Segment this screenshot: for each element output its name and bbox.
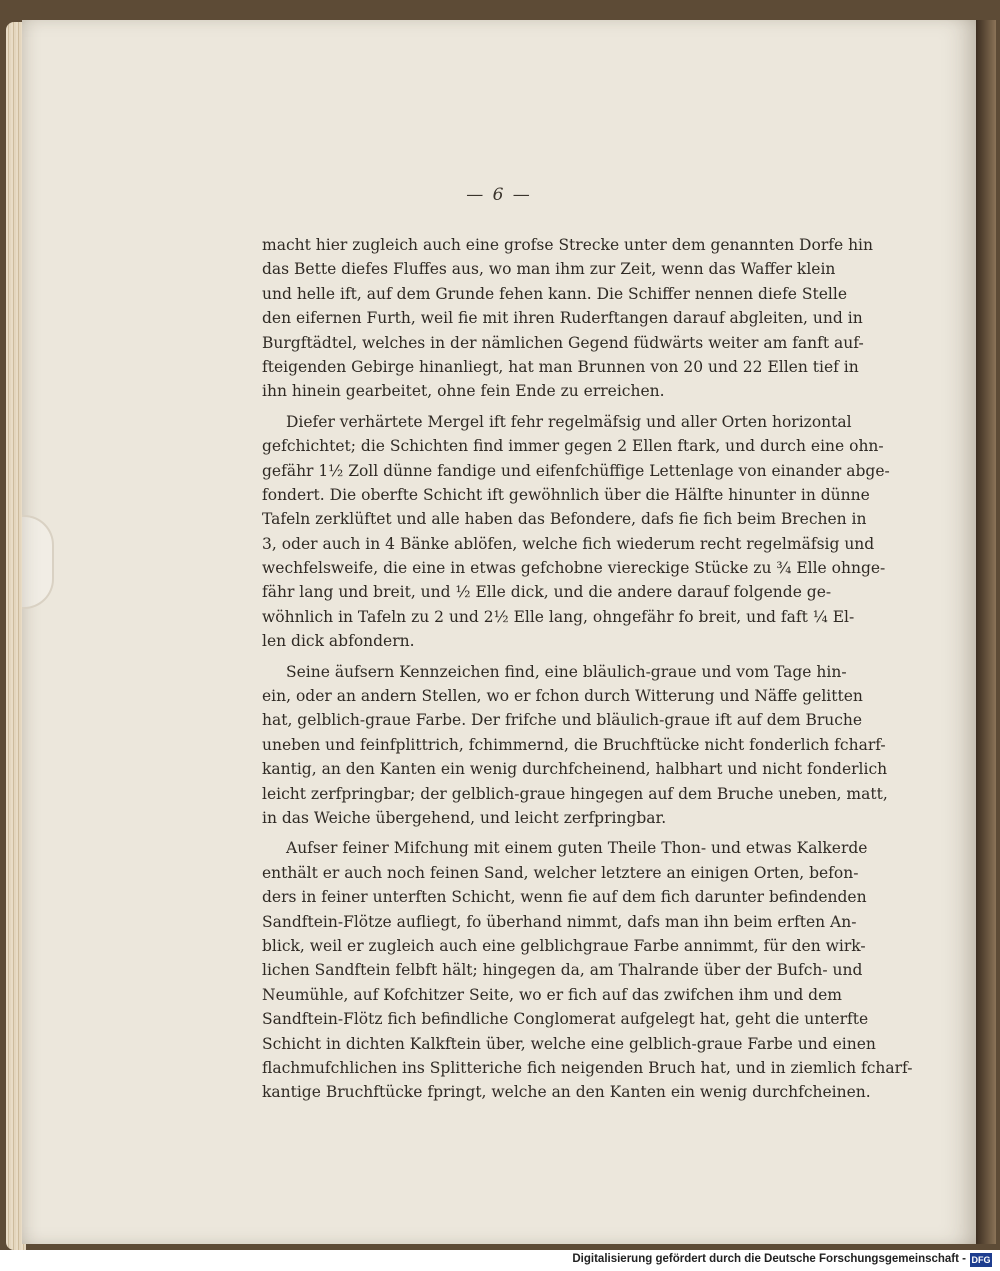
text-line: fteigenden Gebirge hinanliegt, hat man Brunnen von 20 und 22 Ellen tief in	[262, 357, 859, 376]
text-line: Neumühle, auf Kofchitzer Seite, wo er fich auf das zwifchen ihm und dem	[262, 985, 842, 1004]
text-line: ders in feiner unterften Schicht, wenn fie auf dem fich darunter befindenden	[262, 888, 867, 907]
text-line: len dick abfondern.	[262, 632, 415, 651]
text-line: fähr lang und breit, und ½ Elle dick, und die andere darauf folgende ge-	[262, 583, 832, 602]
body-text	[262, 233, 913, 1105]
text-line: wöhnlich in Tafeln zu 2 und 2½ Elle lang, ohngefähr fo breit, und faft ¼ El-	[262, 607, 855, 626]
text-line: Burgftädtel, welches in der nämlichen Gegend füdwärts weiter am fanft auf-	[262, 333, 864, 352]
text-line: Seine äufsern Kennzeichen find, eine bläulich-graue und vom Tage hin-	[286, 662, 847, 681]
text-line: das Bette diefes Fluffes aus, wo man ihm zur Zeit, wenn das Waffer klein	[262, 260, 836, 279]
text-line: ihn hinein gearbeitet, ohne fein Ende zu erreichen.	[262, 382, 665, 401]
text-line: Tafeln zerklüftet und alle haben das Befondere, dafs fie fich beim Brechen in	[262, 510, 867, 529]
text-line: wechfelsweife, die eine in etwas gefchobne viereckige Stücke zu ¾ Elle ohnge-	[262, 559, 886, 578]
text-line: Diefer verhärtete Mergel ift fehr regelmäfsig und aller Orten horizontal	[286, 412, 852, 431]
text-line: kantige Bruchftücke fpringt, welche an den Kanten ein wenig durchfcheinen.	[262, 1083, 871, 1102]
text-line: den eifernen Furth, weil fie mit ihren Ruderftangen darauf abgleiten, und in	[262, 309, 863, 328]
text-line: leicht zerfpringbar; der gelblich-graue hingegen auf dem Bruche uneben, matt,	[262, 784, 888, 803]
text-line: blick, weil er zugleich auch eine gelblichgraue Farbe annimmt, für den wirk-	[262, 936, 866, 955]
text-line: gefchichtet; die Schichten find immer gegen 2 Ellen ftark, und durch eine ohn-	[262, 437, 884, 456]
page-number: — 6 —	[466, 185, 532, 205]
text-line: 3, oder auch in 4 Bänke ablöfen, welche fich wiederum recht regelmäfsig und	[262, 534, 875, 553]
text-line: Aufser feiner Mifchung mit einem guten Theile Thon- und etwas Kalkerde	[286, 839, 868, 858]
text-line: lichen Sandftein felbft hält; hingegen da, am Thalrande über der Bufch- und	[262, 961, 863, 980]
book-spine-edge	[976, 20, 996, 1244]
footer-bar	[0, 1250, 1000, 1271]
text-line: in das Weiche übergehend, und leicht zerfpringbar.	[262, 808, 667, 827]
page-fold-mark	[22, 515, 54, 609]
text-line: uneben und feinfplittrich, fchimmernd, die Bruchftücke nicht fonderlich fcharf-	[262, 735, 886, 754]
text-line: ein, oder an andern Stellen, wo er fchon durch Witterung und Näffe gelitten	[262, 687, 863, 706]
text-line: Sandftein-Flötz fich befindliche Conglomerat aufgelegt hat, geht die unterfte	[262, 1010, 869, 1029]
book-page	[22, 20, 976, 1244]
text-line: hat, gelblich-graue Farbe. Der frifche und bläulich-graue ift auf dem Bruche	[262, 711, 863, 730]
text-line: kantig, an den Kanten ein wenig durchfcheinend, halbhart und nicht fonderlich	[262, 760, 888, 779]
text-line: flachmufchlichen ins Splitteriche fich neigenden Bruch hat, und in ziemlich fcharf-	[262, 1058, 913, 1077]
text-line: gefähr 1½ Zoll dünne fandige und eifenfchüffige Lettenlage von einander abge-	[262, 461, 890, 480]
text-line: macht hier zugleich auch eine grofse Strecke unter dem genannten Dorfe hin	[262, 236, 873, 254]
text-line: enthält er auch noch feinen Sand, welcher letztere an einigen Orten, befon-	[262, 863, 859, 882]
text-line: Schicht in dichten Kalkftein über, welche eine gelblich-graue Farbe und einen	[262, 1034, 876, 1053]
text-line: fondert. Die oberfte Schicht ift gewöhnlich über die Hälfte hinunter in dünne	[262, 485, 870, 504]
footer-credit: Digitalisierung gefördert durch die Deutsche Forschungsgemeinschaft -	[572, 1253, 966, 1265]
text-line: und helle ift, auf dem Grunde fehen kann. Die Schiffer nennen diefe Stelle	[262, 284, 848, 303]
text-line: Sandftein-Flötze aufliegt, fo überhand nimmt, dafs man ihn beim erften An-	[262, 912, 857, 931]
dfg-logo: DFG	[971, 1255, 991, 1265]
